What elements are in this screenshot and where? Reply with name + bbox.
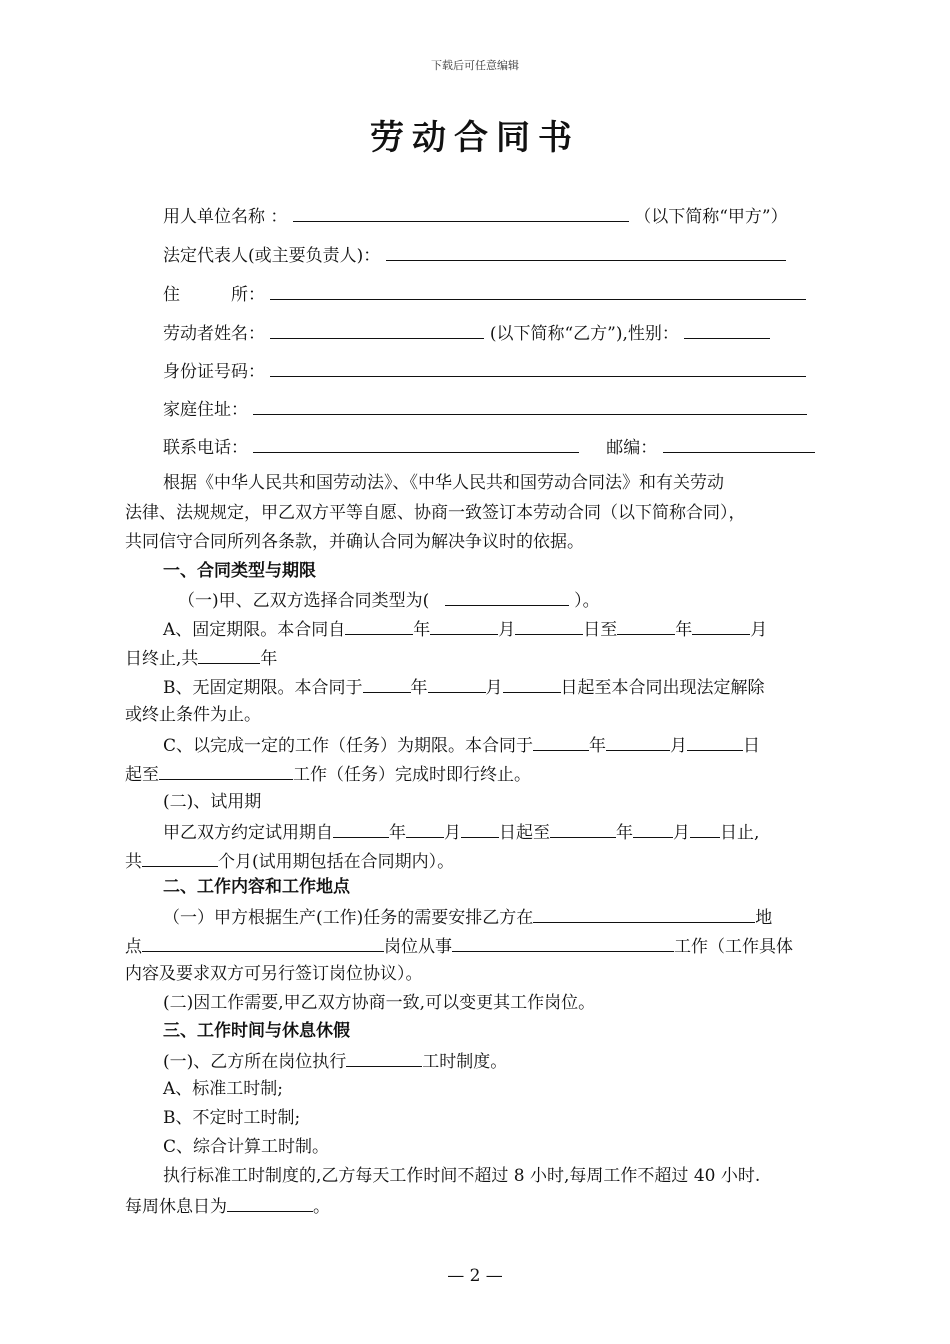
hours-system-label: (一)、乙方所在岗位执行 — [163, 1052, 347, 1072]
work-line-4: (二)因工作需要,甲乙双方协商一致,可以变更其工作岗位。 — [163, 993, 596, 1013]
address-row — [163, 282, 806, 306]
task-term-from-label: 起至 — [125, 765, 159, 785]
blank[interactable] — [633, 820, 673, 838]
id-label: 身份证号码： — [163, 362, 265, 382]
task-term-end-label: 工作（任务）完成时即行终止。 — [293, 765, 531, 785]
worker-name-blank[interactable] — [270, 321, 484, 339]
blank[interactable] — [503, 675, 561, 693]
month-label: 月 — [670, 736, 688, 756]
home-row — [163, 397, 807, 421]
year-label: 年 — [410, 678, 428, 698]
section-2-heading: 二、工作内容和工作地点 — [163, 877, 350, 897]
contract-type-blank[interactable] — [445, 588, 569, 606]
document-title: 劳动合同书 — [370, 118, 580, 158]
header-note: 下载后可任意编辑 — [431, 59, 519, 72]
blank[interactable] — [606, 733, 670, 751]
blank[interactable] — [430, 617, 498, 635]
probation-line-1 — [163, 820, 759, 844]
year-label: 年 — [589, 736, 607, 756]
blank[interactable] — [617, 617, 675, 635]
worker-row — [163, 321, 770, 345]
work-location-blank[interactable] — [533, 905, 755, 923]
intro-line-2: 法律、法规规定，甲乙双方平等自愿、协商一致签订本劳动合同（以下简称合同）， — [125, 503, 746, 523]
hours-line-1 — [163, 1049, 507, 1073]
blank[interactable] — [550, 820, 616, 838]
open-term-line-1 — [163, 675, 765, 699]
blank[interactable] — [461, 820, 499, 838]
intro-line-3: 共同信守合同所列各条款，并确认合同为解决争议时的依据。 — [125, 532, 584, 552]
work-line-2 — [125, 934, 793, 958]
work-location-blank-2[interactable] — [142, 934, 384, 952]
open-term-line-2: 或终止条件为止。 — [125, 705, 261, 725]
id-blank[interactable] — [270, 359, 806, 377]
post-label: 岗位从事 — [384, 937, 452, 957]
legal-rep-label: 法定代表人(或主要负责人)： — [163, 246, 381, 266]
probation-months-label: 个月(试用期包括在合同期内）。 — [218, 852, 455, 872]
fixed-term-label: A、固定期限。本合同自 — [163, 620, 346, 640]
probation-total-label: 共 — [125, 852, 142, 872]
employer-row — [163, 204, 788, 228]
work-line-3: 内容及要求双方可另行签订岗位协议）。 — [125, 964, 423, 984]
blank[interactable] — [515, 617, 583, 635]
blank[interactable] — [345, 617, 413, 635]
employer-label: 用人单位名称 ： — [163, 207, 288, 227]
year-label: 年 — [389, 823, 406, 843]
home-label: 家庭住址： — [163, 400, 248, 420]
year-label: 年 — [616, 823, 633, 843]
blank[interactable] — [159, 762, 293, 780]
day-to-label: 日至 — [583, 620, 618, 640]
work-location-head: 点 — [125, 937, 142, 957]
post-blank[interactable] — [452, 934, 674, 952]
section-3-heading: 三、工作时间与休息休假 — [163, 1021, 350, 1041]
rest-day-line — [125, 1194, 330, 1218]
rest-day-blank[interactable] — [227, 1194, 313, 1212]
rest-day-label: 每周休息日为 — [125, 1197, 227, 1217]
contract-type-close: ）。 — [574, 591, 600, 611]
day-end-label: 日止, — [720, 823, 760, 843]
day-from-to-label: 日起至 — [499, 823, 550, 843]
blank[interactable] — [333, 820, 389, 838]
fixed-term-line-1 — [163, 617, 767, 641]
open-term-label: B、无固定期限。本合同于 — [163, 678, 363, 698]
blank[interactable] — [428, 675, 486, 693]
task-term-line-1 — [163, 733, 760, 757]
phone-blank[interactable] — [253, 435, 579, 453]
hours-option-b: B、不定时工时制; — [163, 1108, 301, 1128]
worker-label: 劳动者姓名： — [163, 324, 265, 344]
hours-option-a: A、标准工时制; — [163, 1079, 284, 1099]
employer-suffix: （以下简称“甲方”） — [634, 207, 788, 227]
month-label: 月 — [498, 620, 516, 640]
year-label: 年 — [675, 620, 693, 640]
legal-rep-blank[interactable] — [386, 243, 786, 261]
day-label: 日 — [743, 736, 761, 756]
contract-type-label: （一)甲、乙双方选择合同类型为( — [178, 591, 430, 611]
probation-heading: (二)、试用期 — [163, 792, 262, 812]
blank[interactable] — [690, 820, 720, 838]
home-blank[interactable] — [253, 397, 807, 415]
section-1-heading: 一、合同类型与期限 — [163, 561, 316, 581]
id-row — [163, 359, 806, 383]
probation-line-2 — [125, 849, 454, 873]
zip-label: 邮编： — [606, 438, 658, 458]
month-label: 月 — [673, 823, 690, 843]
hours-option-c: C、综合计算工时制。 — [163, 1137, 330, 1157]
work-detail-label: 工作（工作具体 — [674, 937, 793, 957]
contract-type-row — [178, 588, 600, 612]
gender-blank[interactable] — [684, 321, 770, 339]
work-location-tail: 地 — [755, 908, 773, 928]
blank[interactable] — [363, 675, 411, 693]
work-location-label: （一）甲方根据生产(工作)任务的需要安排乙方在 — [163, 908, 534, 928]
blank[interactable] — [406, 820, 444, 838]
task-term-line-2 — [125, 762, 531, 786]
legal-rep-row — [163, 243, 786, 267]
hours-system-tail: 工时制度。 — [422, 1052, 508, 1072]
hours-standard-line: 执行标准工时制度的,乙方每天工作时间不超过 8 小时,每周工作不超过 40 小时. — [163, 1166, 761, 1186]
year-label: 年 — [260, 649, 278, 669]
rest-day-end: 。 — [313, 1197, 330, 1217]
blank[interactable] — [142, 849, 218, 867]
open-term-day-label: 日起至本合同出现法定解除 — [560, 678, 765, 698]
task-term-label: C、以完成一定的工作（任务）为期限。本合同于 — [163, 736, 534, 756]
blank[interactable] — [533, 733, 589, 751]
zip-blank[interactable] — [663, 435, 815, 453]
probation-label: 甲乙双方约定试用期自 — [163, 823, 333, 843]
phone-label: 联系电话： — [163, 438, 248, 458]
work-line-1 — [163, 905, 772, 929]
address-blank[interactable] — [270, 282, 806, 300]
month-label: 月 — [485, 678, 503, 698]
intro-line-1: 根据《中华人民共和国劳动法》、《中华人民共和国劳动合同法》和有关劳动 — [163, 473, 724, 493]
blank[interactable] — [198, 646, 260, 664]
worker-suffix: (以下简称“乙方”),性别： — [489, 324, 679, 344]
blank[interactable] — [687, 733, 743, 751]
fixed-term-line-2 — [125, 646, 277, 670]
month-label: 月 — [444, 823, 461, 843]
employer-blank[interactable] — [293, 204, 629, 222]
fixed-term-end-label: 日终止,共 — [125, 649, 199, 669]
page-number: — 2 — — [447, 1266, 503, 1286]
month-label: 月 — [750, 620, 768, 640]
phone-row — [163, 435, 815, 459]
year-label: 年 — [413, 620, 431, 640]
blank[interactable] — [692, 617, 750, 635]
address-label: 住 所： — [163, 285, 265, 305]
hours-system-blank[interactable] — [346, 1049, 422, 1067]
